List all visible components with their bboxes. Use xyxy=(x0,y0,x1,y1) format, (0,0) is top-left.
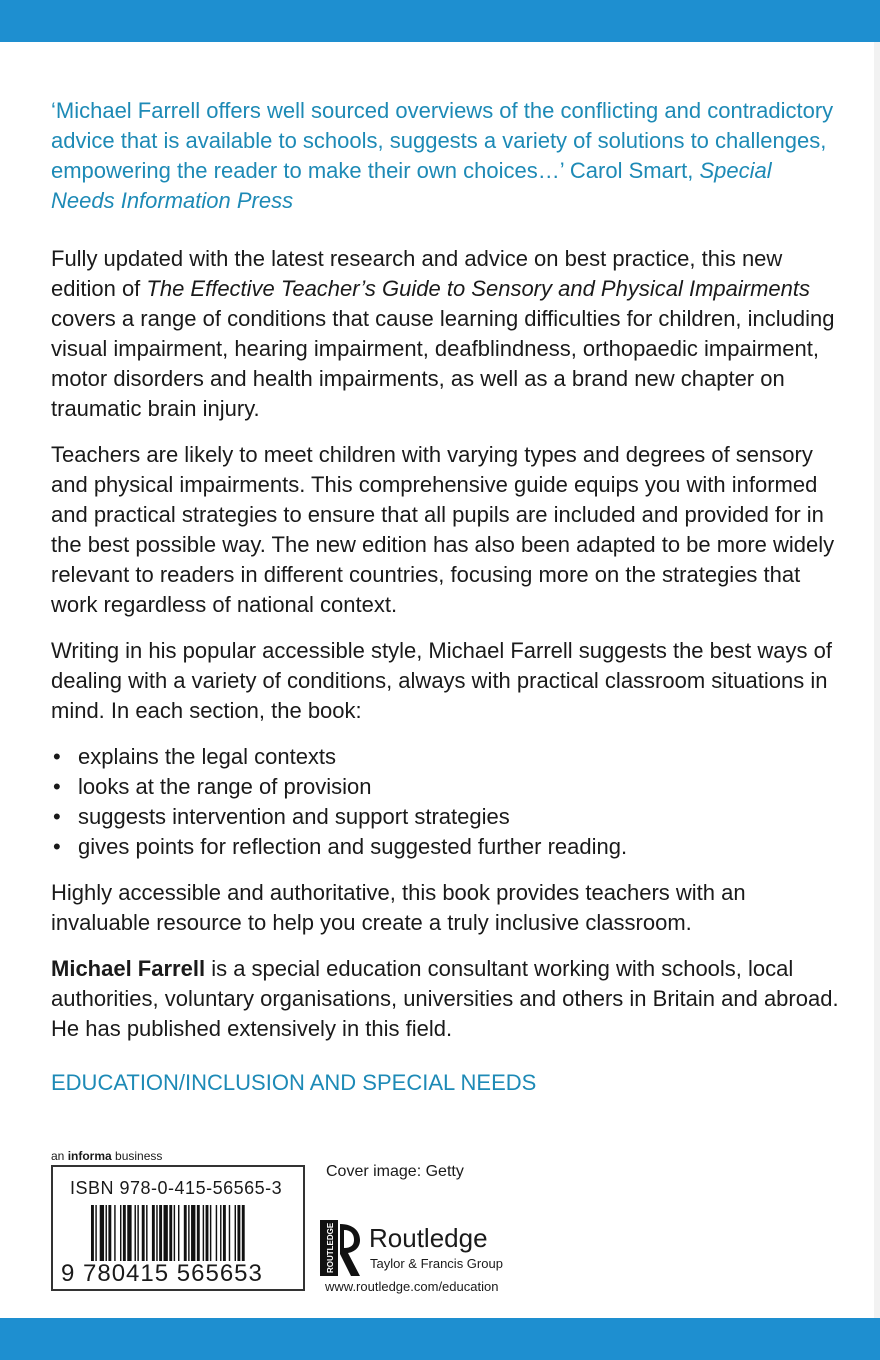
informa-brand: informa xyxy=(67,1149,112,1163)
cover-credit: Cover image: Getty xyxy=(326,1163,464,1180)
bullet-icon: • xyxy=(53,804,61,829)
feature-list xyxy=(51,742,841,862)
list-item-text: gives points for reflection and suggested further reading. xyxy=(78,834,628,859)
bullet-icon: • xyxy=(53,744,61,769)
list-item xyxy=(51,742,841,772)
intro-text-start: Fully updated with the latest research and advice on best practice, this new edition of xyxy=(51,246,783,301)
author-bio-text: is a special education consultant working with schools, local authorities, voluntary organisations, universities and others in Britain and abroad. He has published extensively in this field. xyxy=(51,956,839,1041)
back-cover-text xyxy=(51,96,841,1098)
bullet-icon: • xyxy=(53,834,61,859)
style-paragraph: Writing in his popular accessible style, Michael Farrell suggests the best ways of dealing with a variety of conditions, always with practical classroom situations in mind. In each section, the book: xyxy=(51,638,832,723)
publisher-url[interactable]: www.routledge.com/education xyxy=(325,1279,499,1294)
intro-paragraph xyxy=(51,244,841,424)
intro-text-end: covers a range of conditions that cause learning difficulties for children, including visual impairment, hearing impairment, deafblindness, orthopaedic impairment, motor disorders and health impairments, as well as a brand new chapter on traumatic brain injury. xyxy=(51,306,835,421)
isbn-label: ISBN 978-0-415-56565-3 xyxy=(70,1178,283,1198)
barcode-panel xyxy=(51,1165,305,1291)
barcode-number: 9 780415 565653 xyxy=(61,1260,263,1287)
summary-paragraph: Highly accessible and authoritative, this book provides teachers with an invaluable resource to help you create a truly inclusive classroom. xyxy=(51,880,746,935)
list-item-text: suggests intervention and support strategies xyxy=(78,804,510,829)
right-edge-shadow xyxy=(874,42,880,1318)
list-item xyxy=(51,832,841,862)
bullet-icon: • xyxy=(53,774,61,799)
bottom-color-band xyxy=(0,1318,880,1360)
teachers-paragraph: Teachers are likely to meet children with varying types and degrees of sensory and physical impairments. This comprehensive guide equips you with informed and practical strategies to ensure that all pupils are included and provided for in the best possible way. The new edition has also been adapted to be more widely relevant to readers in different countries, focusing more on the strategies that work regardless of national context. xyxy=(51,442,835,617)
informa-tagline xyxy=(51,1148,162,1164)
informa-prefix: an xyxy=(51,1149,68,1163)
subject-category: EDUCATION/INCLUSION AND SPECIAL NEEDS xyxy=(51,1070,537,1095)
author-name: Michael Farrell xyxy=(51,956,206,981)
svg-text:ROUTLEDGE: ROUTLEDGE xyxy=(326,1222,335,1273)
publisher-group: Taylor & Francis Group xyxy=(370,1256,503,1271)
routledge-logo-icon xyxy=(320,1220,364,1280)
quote-source: Special Needs Information Press xyxy=(51,158,772,213)
list-item-text: looks at the range of provision xyxy=(78,774,372,799)
informa-suffix: business xyxy=(111,1149,163,1163)
list-item xyxy=(51,802,841,832)
publisher-name: Routledge xyxy=(369,1223,488,1253)
list-item xyxy=(51,772,841,802)
quote-text: ‘Michael Farrell offers well sourced overviews of the conflicting and contradictory advice that is available to schools, suggests a variety of solutions to challenges, empowering the reader to make their own choices…’ Carol Smart, xyxy=(51,98,834,183)
list-item-text: explains the legal contexts xyxy=(78,744,337,769)
top-color-band xyxy=(0,0,880,42)
book-title: The Effective Teacher’s Guide to Sensory and Physical Impairments xyxy=(146,276,810,301)
review-quote xyxy=(51,96,841,216)
author-bio xyxy=(51,954,841,1044)
